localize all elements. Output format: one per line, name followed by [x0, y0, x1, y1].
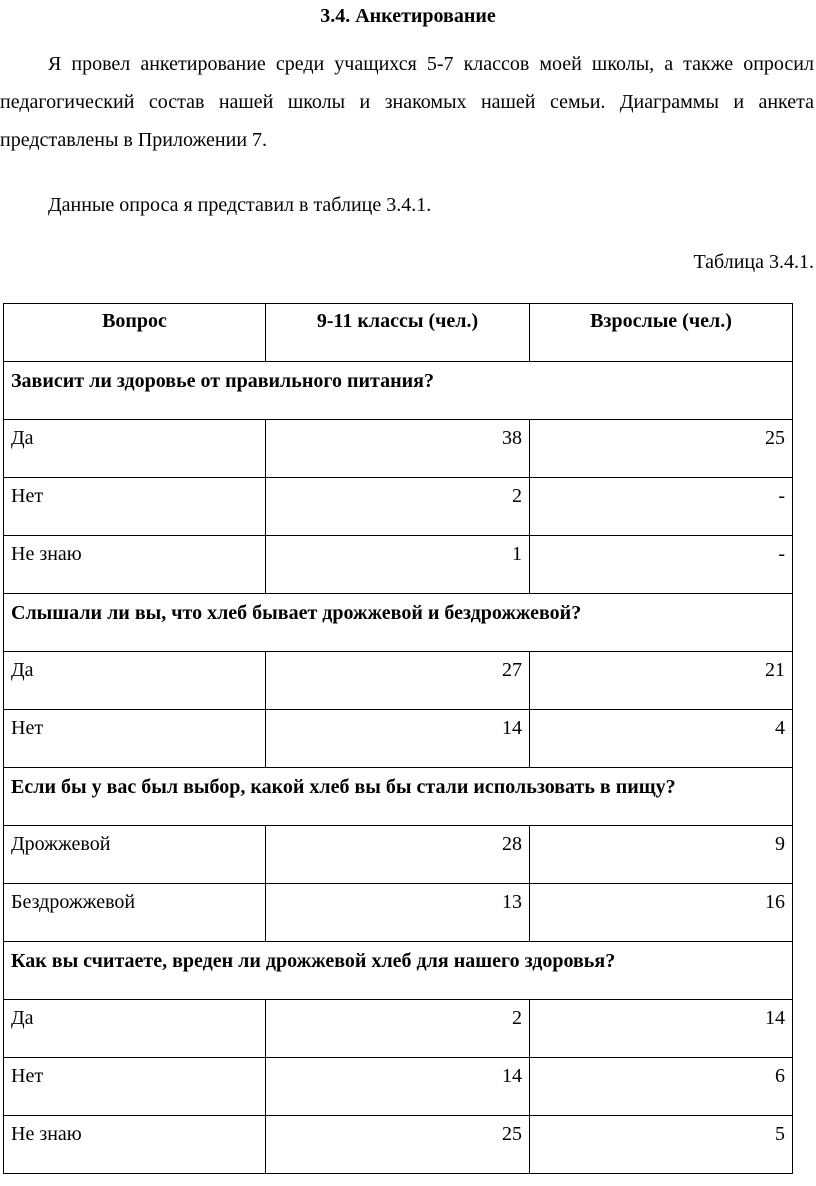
table-row	[4, 826, 793, 884]
adults-cell: -	[530, 536, 793, 594]
table-row	[4, 1116, 793, 1174]
answer-cell: Нет	[4, 478, 266, 536]
adults-cell: 9	[530, 826, 793, 884]
header-students: 9-11 классы (чел.)	[266, 304, 530, 362]
students-cell: 14	[266, 710, 530, 768]
adults-cell: 21	[530, 652, 793, 710]
table-row	[4, 478, 793, 536]
question-text: Как вы считаете, вреден ли дрожжевой хлеб для нашего здоровья?	[4, 942, 793, 1000]
question-row	[4, 768, 793, 826]
adults-cell: 4	[530, 710, 793, 768]
adults-cell: 16	[530, 884, 793, 942]
adults-cell: 14	[530, 1000, 793, 1058]
students-cell: 25	[266, 1116, 530, 1174]
table-row	[4, 652, 793, 710]
students-cell: 14	[266, 1058, 530, 1116]
students-cell: 13	[266, 884, 530, 942]
table-row	[4, 710, 793, 768]
question-row	[4, 942, 793, 1000]
intro-paragraph: Я провел анкетирование среди учащихся 5-7 классов моей школы, а также опросил педагогический состав нашей школы и знакомых нашей семьи. Диаграммы и анкета представлены в Приложении 7.	[0, 53, 814, 151]
table-row	[4, 420, 793, 478]
table-caption: Таблица 3.4.1.	[693, 251, 814, 273]
table-row	[4, 1000, 793, 1058]
adults-cell: 6	[530, 1058, 793, 1116]
answer-cell: Да	[4, 652, 266, 710]
answer-cell: Не знаю	[4, 536, 266, 594]
table-reference-paragraph: Данные опроса я представил в таблице 3.4.1.	[48, 194, 432, 216]
section-heading: 3.4. Анкетирование	[320, 5, 496, 27]
adults-cell: -	[530, 478, 793, 536]
question-row	[4, 594, 793, 652]
question-text: Если бы у вас был выбор, какой хлеб вы бы стали использовать в пищу?	[4, 768, 793, 826]
adults-cell: 25	[530, 420, 793, 478]
question-row	[4, 362, 793, 420]
students-cell: 28	[266, 826, 530, 884]
answer-cell: Нет	[4, 1058, 266, 1116]
question-text: Слышали ли вы, что хлеб бывает дрожжевой и бездрожжевой?	[4, 594, 793, 652]
table-row	[4, 1058, 793, 1116]
table-header-row	[4, 304, 793, 362]
table-row	[4, 536, 793, 594]
answer-cell: Дрожжевой	[4, 826, 266, 884]
answer-cell: Бездрожжевой	[4, 884, 266, 942]
answer-cell: Да	[4, 420, 266, 478]
answer-cell: Нет	[4, 710, 266, 768]
students-cell: 27	[266, 652, 530, 710]
question-text: Зависит ли здоровье от правильного питания?	[4, 362, 793, 420]
students-cell: 38	[266, 420, 530, 478]
header-adults: Взрослые (чел.)	[530, 304, 793, 362]
answer-cell: Не знаю	[4, 1116, 266, 1174]
table-row	[4, 884, 793, 942]
header-question: Вопрос	[4, 304, 266, 362]
students-cell: 1	[266, 536, 530, 594]
students-cell: 2	[266, 1000, 530, 1058]
adults-cell: 5	[530, 1116, 793, 1174]
survey-table	[3, 303, 793, 1174]
students-cell: 2	[266, 478, 530, 536]
answer-cell: Да	[4, 1000, 266, 1058]
